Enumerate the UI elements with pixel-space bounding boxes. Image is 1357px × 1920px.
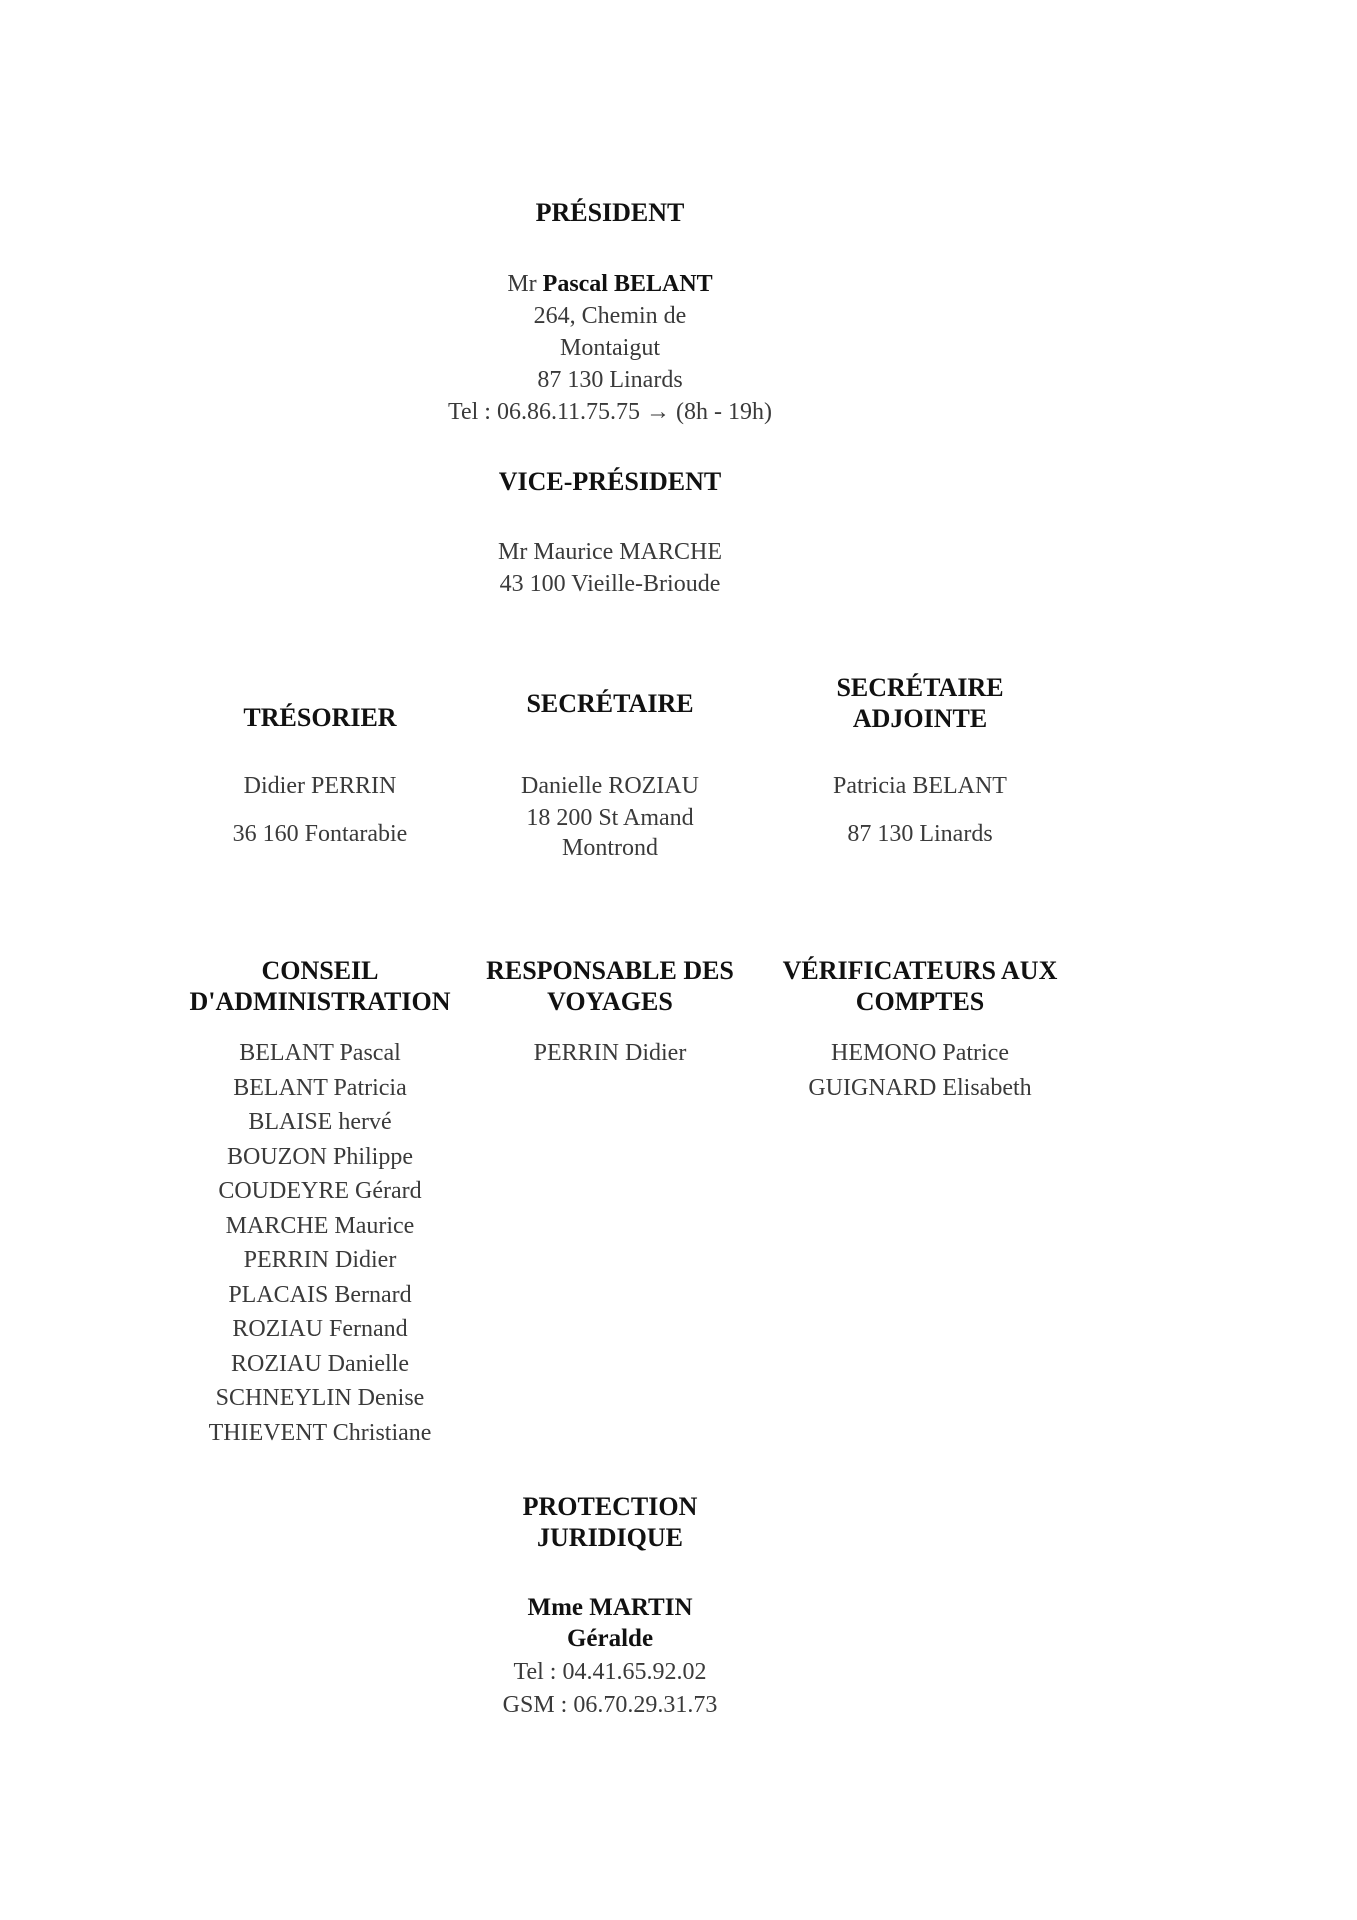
- verificateurs-heading-line1: VÉRIFICATEURS AUX: [782, 956, 1058, 985]
- voyages-heading-line1: RESPONSABLE DES: [486, 956, 734, 985]
- secretaire-adjointe-name: Patricia BELANT: [833, 773, 1007, 799]
- secretaire-details: [452, 770, 768, 863]
- president-city: 87 130 Linards: [537, 367, 683, 393]
- tresorier-name: Didier PERRIN: [243, 773, 397, 799]
- protection-gsm: GSM : 06.70.29.31.73: [502, 1692, 718, 1718]
- president-details: [380, 268, 840, 428]
- president-section: [400, 197, 820, 228]
- secretaire-adjointe-heading-line1: SECRÉTAIRE: [836, 673, 1004, 702]
- secretaire-adjointe-city: 87 130 Linards: [847, 821, 993, 847]
- president-name: Pascal BELANT: [542, 271, 713, 297]
- secretaire-adjointe-section: [760, 672, 1080, 734]
- list-item: ROZIAU Danielle: [231, 1350, 409, 1377]
- protection-name-line2: Géralde: [566, 1625, 654, 1652]
- president-address-line1: 264, Chemin de: [533, 303, 687, 329]
- list-item: HEMONO Patrice: [831, 1040, 1009, 1066]
- list-item: PERRIN Didier: [243, 1247, 397, 1273]
- verificateurs-section: [755, 955, 1085, 1017]
- secretaire-heading: SECRÉTAIRE: [526, 689, 694, 718]
- president-phone: Tel : 06.86.11.75.75 → (8h - 19h): [447, 399, 773, 425]
- conseil-heading-line2: D'ADMINISTRATION: [189, 987, 451, 1016]
- vice-president-heading: VICE-PRÉSIDENT: [498, 467, 722, 496]
- vice-president-section: [400, 466, 820, 497]
- conseil-heading-line1: CONSEIL: [261, 956, 379, 985]
- protection-name-line1: Mme MARTIN: [527, 1594, 693, 1621]
- conseil-members: [150, 1036, 490, 1450]
- secretaire-adjointe-heading-line2: ADJOINTE: [852, 704, 988, 733]
- president-name-line: [380, 268, 840, 300]
- tresorier-heading: TRÉSORIER: [243, 703, 397, 732]
- voyages-heading-line2: VOYAGES: [547, 987, 673, 1016]
- secretaire-adjointe-details: [760, 770, 1080, 850]
- list-item: ROZIAU Fernand: [232, 1316, 408, 1342]
- tresorier-city: 36 160 Fontarabie: [232, 821, 408, 847]
- verificateurs-heading-line2: COMPTES: [855, 987, 985, 1016]
- list-item: MARCHE Maurice: [225, 1212, 415, 1239]
- list-item: BLAISE hervé: [248, 1109, 392, 1135]
- secretaire-city-line2: Montrond: [562, 835, 658, 861]
- list-item: GUIGNARD Elisabeth: [808, 1074, 1032, 1101]
- vice-president-name: Mr Maurice MARCHE: [498, 539, 722, 565]
- secretaire-section: [452, 688, 768, 719]
- secretaire-name: Danielle ROZIAU: [521, 773, 699, 799]
- list-item: BOUZON Philippe: [227, 1143, 413, 1170]
- voyages-details: [460, 1036, 760, 1071]
- conseil-section: [150, 955, 490, 1017]
- list-item: SCHNEYLIN Denise: [215, 1385, 425, 1411]
- president-address-line2: Montaigut: [560, 335, 660, 361]
- president-heading: PRÉSIDENT: [535, 198, 685, 227]
- vice-president-details: [400, 536, 820, 600]
- voyages-name: PERRIN Didier: [533, 1040, 687, 1066]
- list-item: PLACAIS Bernard: [228, 1281, 412, 1308]
- voyages-section: [460, 955, 760, 1017]
- protection-details: [410, 1592, 810, 1722]
- protection-tel: Tel : 04.41.65.92.02: [513, 1659, 707, 1685]
- vice-president-city: 43 100 Vieille-Brioude: [499, 571, 721, 597]
- protection-section: [410, 1491, 810, 1553]
- list-item: COUDEYRE Gérard: [218, 1178, 422, 1204]
- protection-heading-line2: JURIDIQUE: [537, 1523, 683, 1552]
- protection-heading-line1: PROTECTION: [522, 1492, 698, 1521]
- verificateurs-details: [755, 1036, 1085, 1105]
- tresorier-section: [160, 702, 480, 733]
- list-item: BELANT Patricia: [233, 1074, 407, 1101]
- list-item: THIEVENT Christiane: [208, 1419, 432, 1446]
- president-title: Mr: [507, 271, 537, 297]
- tresorier-details: [160, 770, 480, 850]
- secretaire-city-line1: 18 200 St Amand: [526, 805, 694, 831]
- list-item: BELANT Pascal: [239, 1040, 401, 1066]
